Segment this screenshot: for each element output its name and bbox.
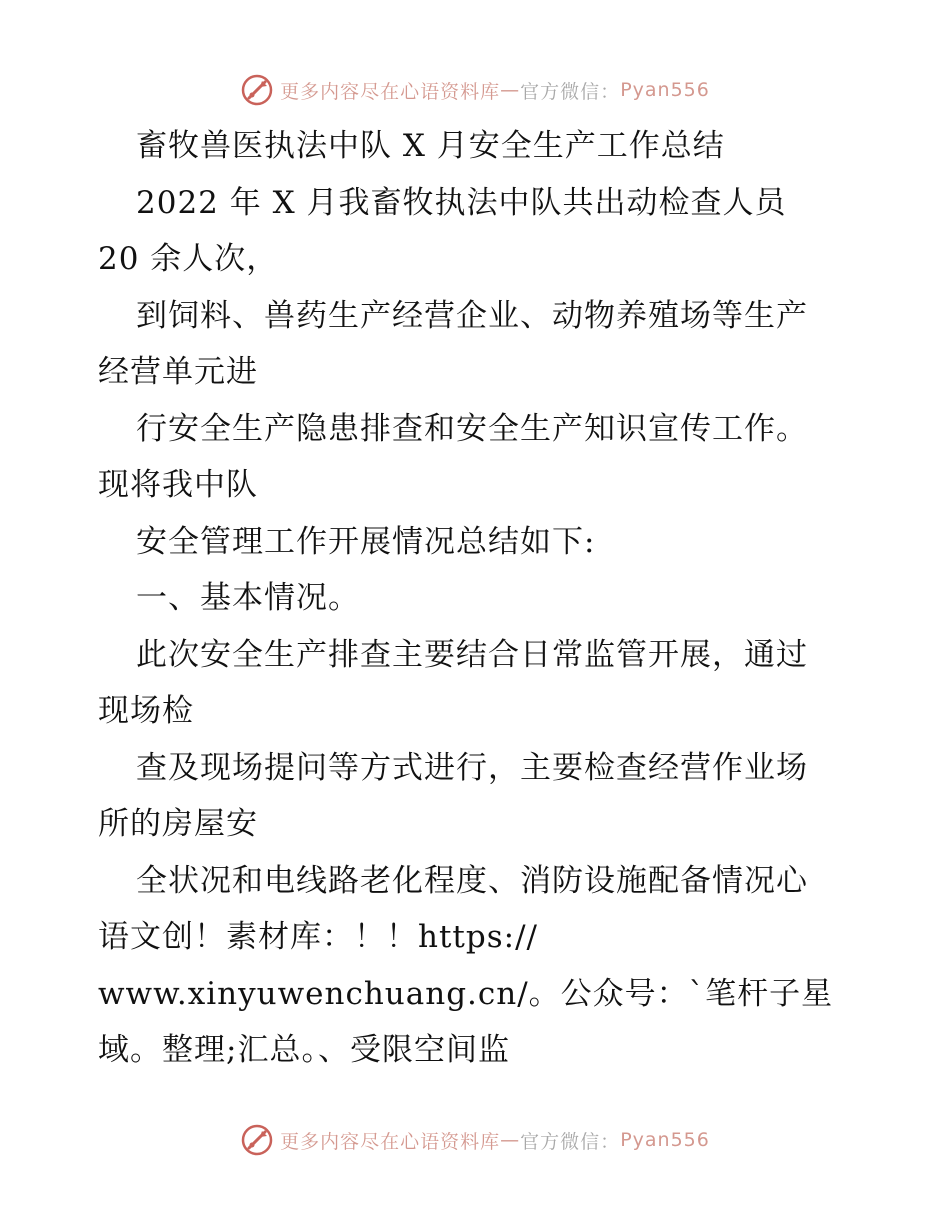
- quill-seal-icon: [240, 73, 274, 107]
- paragraph-line: 20 余人次，: [98, 241, 279, 277]
- paragraph-line: 此次安全生产排查主要结合日常监管开展，通过: [136, 636, 808, 673]
- paragraph-line: www.xinyuwenchuang.cn/。公众号：`笔杆子星: [98, 975, 834, 1012]
- document-title: 畜牧兽医执法中队 X 月安全生产工作总结: [136, 128, 725, 164]
- banner-wechat-label: 官方微信：: [520, 1130, 621, 1153]
- quill-seal-icon: [240, 1123, 274, 1157]
- banner-wechat-id: Pyan556: [620, 79, 710, 101]
- paragraph-line: 现场检: [98, 693, 194, 729]
- footer-watermark-banner: [0, 1120, 950, 1160]
- paragraph-line: 全状况和电线路老化程度、消防设施配备情况心: [136, 862, 808, 899]
- banner-dash: —: [500, 1129, 521, 1151]
- paragraph-line: 域。整理;汇总。、受限空间监: [98, 1032, 510, 1068]
- banner-main-text: 更多内容尽在心语资料库: [280, 1130, 501, 1153]
- banner-main-text: 更多内容尽在心语资料库: [280, 80, 501, 103]
- paragraph-line: 行安全生产隐患排查和安全生产知识宣传工作。: [136, 410, 808, 447]
- paragraph-line: 2022 年 X 月我畜牧执法中队共出动检查人员: [136, 184, 787, 221]
- paragraph-line: 现将我中队: [98, 467, 258, 503]
- banner-wechat-id: Pyan556: [620, 1129, 710, 1151]
- paragraph-line: 安全管理工作开展情况总结如下:: [136, 523, 596, 560]
- paragraph-line: 到饲料、兽药生产经营企业、动物养殖场等生产: [136, 297, 808, 334]
- paragraph-line: 查及现场提问等方式进行，主要检查经营作业场: [136, 749, 808, 786]
- paragraph-line: 经营单元进: [98, 354, 258, 390]
- header-watermark-banner: [0, 70, 950, 110]
- section-heading: 一、基本情况。: [136, 580, 360, 616]
- banner-wechat-label: 官方微信：: [520, 80, 621, 103]
- paragraph-line: 语文创！素材库：！！https://: [98, 919, 538, 955]
- paragraph-line: 所的房屋安: [98, 806, 258, 842]
- document-body: [98, 118, 868, 1079]
- banner-dash: —: [500, 79, 521, 101]
